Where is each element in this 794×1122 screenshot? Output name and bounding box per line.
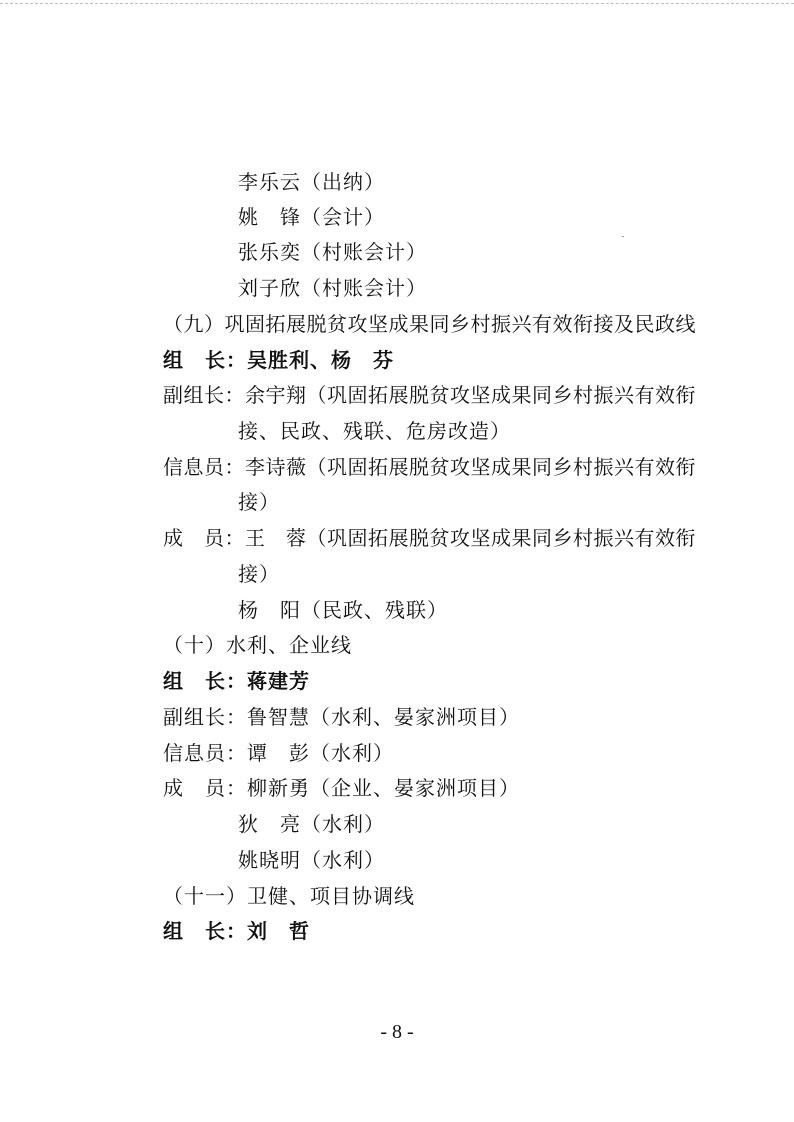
continuation-line: 接、民政、残联、危房改造） [238, 419, 511, 443]
section-heading: （十）水利、企业线 [163, 633, 352, 657]
section-heading: （九）巩固拓展脱贫攻坚成果同乡村振兴有效衔接及民政线 [163, 312, 696, 336]
member-line: 狄 亮（水利） [238, 812, 385, 836]
deputy-leader-line: 副组长：余宇翔（巩固拓展脱贫攻坚成果同乡村振兴有效衔 [163, 383, 696, 407]
deputy-leader-line: 副组长：鲁智慧（水利、晏家洲项目） [163, 705, 520, 729]
section-heading: （十一）卫健、项目协调线 [163, 884, 415, 908]
page-number: - 8 - [380, 1021, 414, 1043]
info-officer-line: 信息员：谭 彭（水利） [163, 741, 394, 765]
continuation-line: 接） [238, 562, 280, 586]
member-line: 杨 阳（民政、残联） [238, 598, 448, 622]
member-line: 刘子欣（村账会计） [238, 276, 427, 300]
scan-speck [622, 236, 624, 237]
member-line: 成 员：柳新勇（企业、晏家洲项目） [163, 776, 520, 800]
info-officer-line: 信息员：李诗薇（巩固拓展脱贫攻坚成果同乡村振兴有效衔 [163, 455, 696, 479]
page-top-border [0, 3, 794, 4]
member-line: 姚 锋（会计） [238, 205, 385, 229]
group-leader-line: 组 长：蒋建芳 [163, 669, 310, 693]
continuation-line: 接） [238, 490, 280, 514]
member-line: 姚晓明（水利） [238, 848, 385, 872]
member-line: 张乐奕（村账会计） [238, 240, 427, 264]
member-line: 成 员：王 蓉（巩固拓展脱贫攻坚成果同乡村振兴有效衔 [163, 526, 696, 550]
member-line: 李乐云（出纳） [238, 170, 385, 194]
group-leader-line: 组 长：吴胜利、杨 芬 [163, 348, 394, 372]
group-leader-line: 组 长：刘 哲 [163, 919, 310, 943]
